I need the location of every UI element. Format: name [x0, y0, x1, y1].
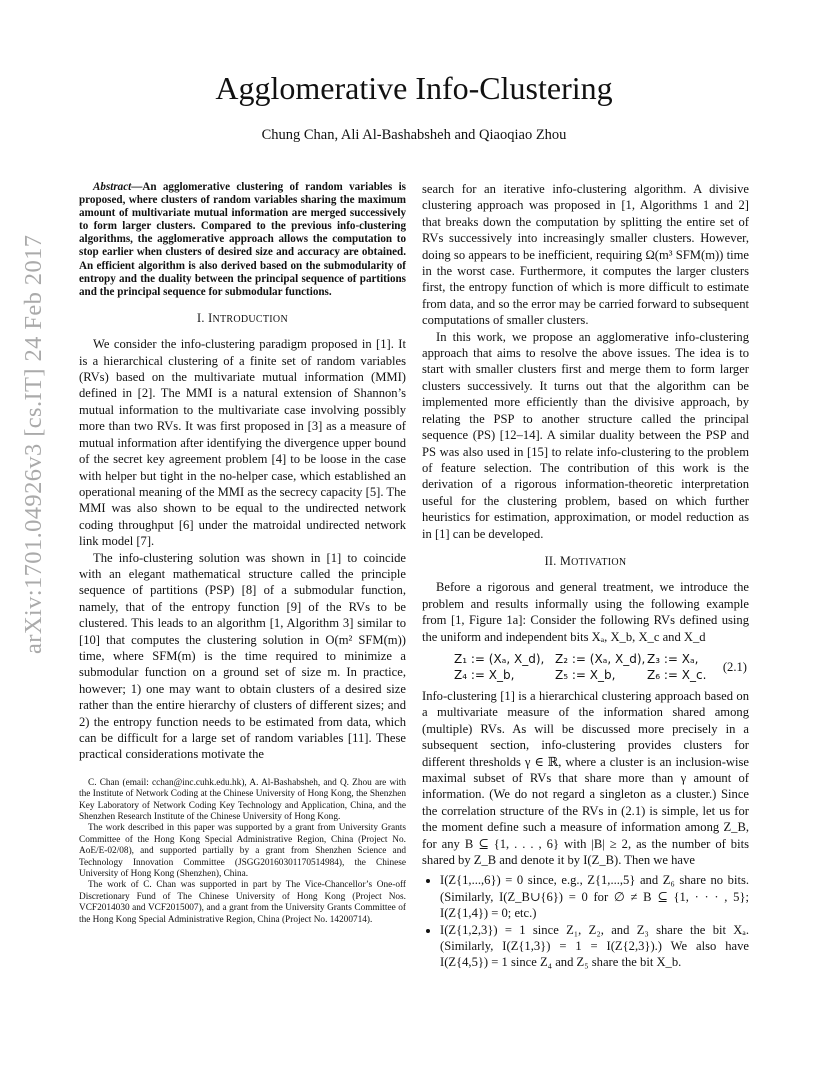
equation-row-1: Z₁ := (Xₐ, X_d), Z₂ := (Xₐ, X_d), Z₃ := Xₐ,	[454, 651, 699, 666]
footnote-affiliation: C. Chan (email: cchan@inc.cuhk.edu.hk), A. Al-Bashabsheh, and Q. Zhou are with the Institute of Network Coding at the Chinese University of Hong Kong, the Shenzhen Key Laboratory of Network Coding Key Technology and Application, China, and the Shenzhen Research Institute of the Chinese University of Hong Kong.	[79, 777, 406, 823]
right-paragraph-2: In this work, we propose an agglomerative info-clustering approach that aims to resolve the above issues. The idea is to start with smaller clusters first and merge them to form larger clusters successively. It turns out that the algorithm can be implemented more efficiently than the divisive approach, by relating the PSP to another structure called the principal sequence (PS) [12–14]. A similar duality between the PSP and PS was also used in [15] to relate info-clustering to the problem of feature selection. The contribution of this work is the derivation of a rigorous information-theoretic interpretation useful for the clustering problem, based on which further heuristics for estimation, approximation, or model reduction as in [1] can be developed.	[422, 329, 749, 541]
right-column	[422, 181, 749, 971]
paper-authors: Chung Chan, Ali Al-Bashabsheh and Qiaoqiao Zhou	[261, 127, 567, 143]
footnote-funding-1: The work described in this paper was supported by a grant from University Grants Committee of the Hong Kong Special Administrative Region, China (Project No. AoE/E-02/08), and supported partially by a grant from Shenzhen Science and Technology Innovation Committee (JSGG20160301170514984), the Chinese University of Hong Kong (Shenzhen), China.	[79, 823, 406, 880]
bullet-list	[422, 872, 749, 970]
equation-number: (2.1)	[722, 659, 747, 674]
paper-title: Agglomerative Info-Clustering	[215, 70, 613, 106]
right-paragraph-1: search for an iterative info-clustering algorithm. A divisive clustering approach was proposed in [1, Algorithms 1 and 2] that breaks down the computation by splitting the entire set of RVs successively into increasingly smaller clusters. However, doing so appears to be inefficient, requiring Ω(m³ SFM(m)) time in the worst case. Furthermore, it computes the larger clusters first, the entropy function of which is more difficult to estimate from data, and so the error may be carried forward to subsequent computations of smaller clusters.	[422, 182, 749, 328]
footnote-funding-2: The work of C. Chan was supported in part by The Vice-Chancellor’s One-off Discretionary Fund of The Chinese University of Hong Kong (Project Nos. VCF2014030 and VCF2015007), and a grant from the University Grants Committee of the Hong Kong Special Administrative Region, China (Project No. 14200714).	[79, 880, 406, 925]
abstract-text: —An agglomerative clustering of random variables is proposed, where clusters of random variables sharing the maximum amount of multivariate mutual information are merged successively to form larger clusters. Compared to the previous info-clustering algorithms, the agglomerative approach allows the computation to stop earlier when clusters of desired size and accuracy are obtained. An efficient algorithm is also derived based on the submodularity of entropy and the duality between the principal sequence of partitions and the principal sequence for submodular functions.	[79, 181, 406, 298]
motivation-paragraph-2: Info-clustering [1] is a hierarchical clustering approach based on a multivariate measure of the information shared among (multiple) RVs. As will be discussed more precisely in a subsequent section, info-clustering provides clusters for different thresholds γ ∈ ℝ, where a cluster is an inclusion-wise maximal subset of RVs that share more than γ amount of information. (We do not regard a singleton as a cluster.) Since the correlation structure of the RVs in (2.1) is simple, let us for the moment define such a measure of information among Z_B, for any B ⊆ {1, . . . , 6} with |B| ≥ 2, as the number of bits shared by Z_B and denote it by I(Z_B). Then we have	[422, 688, 749, 868]
abstract-label: Abstract	[93, 181, 132, 193]
motivation-paragraph-1: Before a rigorous and general treatment, we introduce the problem and results informally using the following example from [1, Figure 1a]: Consider the following RVs defined using the uniform and independent bits Xₐ, X_b, X_c and X_d	[422, 580, 749, 644]
left-column	[79, 181, 406, 926]
abstract	[79, 181, 406, 299]
arxiv-identifier[interactable]: arXiv:1701.04926v3 [cs.IT] 24 Feb 2017	[20, 234, 47, 654]
equation-row-2: Z₄ := X_b, Z₅ := X_b, Z₆ := X_c.	[454, 667, 707, 682]
section-introduction-heading: I. INTRODUCTION	[197, 310, 288, 325]
footnotes	[79, 778, 406, 926]
section-motivation-heading: II. MOTIVATION	[544, 553, 627, 568]
intro-paragraph-1: We consider the info-clustering paradigm proposed in [1]. It is a hierarchical clustering of a finite set of random variables (RVs) based on the multivariate mutual information (MMI) defined in [2]. The MMI is a natural extension of Shannon’s mutual information to the multivariate case involving possibly more than two RVs. It was first proposed in [3] as a measure of mutual information after identifying the divergence upper bound of the secret key agreement problem [4] to be loose in the case with helper but tight in the no-helper case, which established an operational meaning of the MMI as the secrecy capacity [5]. The MMI was also shown to be equal to the undirected network coding throughput [6] under the matroidal undirected network link model [7].	[79, 337, 406, 549]
bullet-item: • I(Z{1,...,6}) = 0 since, e.g., Z{1,...,5} and Z₆ share no bits. (Similarly, I(Z_B∪{6}) = 0 for ∅ ≠ B ⊆ {1, · · · , 5}; I(Z{1,4}) = 0; etc.)	[440, 872, 749, 921]
equation-2-1	[422, 651, 749, 683]
bullet-item: • I(Z{1,2,3}) = 1 since Z₁, Z₂, and Z₃ share the bit Xₐ. (Similarly, I(Z{1,3}) = 1 = I(Z{2,3}).) We also have I(Z{4,5}) = 1 since Z₄ and Z₅ share the bit X_b.	[440, 922, 749, 971]
arxiv-sidebar	[14, 234, 50, 655]
intro-paragraph-2: The info-clustering solution was shown in [1] to coincide with an elegant mathematical structure called the principle sequence of partitions (PSP) [8] of a submodular function, namely, that of the entropy function [9] of the RVs to be clustered. This leads to an algorithm [1, Algorithm 3] similar to [10] that computes the clustering solution in O(m² SFM(m)) time, where SFM(m) is the time required to minimize a submodular function on a ground set of size m. In practice, however; 1) one may want to obtain clusters of a desired size rather than the entire hierarchy of clusters of different sizes; and 2) the entropy function needs to be estimated from data, which can be difficult for a large set of random variables [11]. These practical considerations motivate the	[79, 550, 406, 762]
